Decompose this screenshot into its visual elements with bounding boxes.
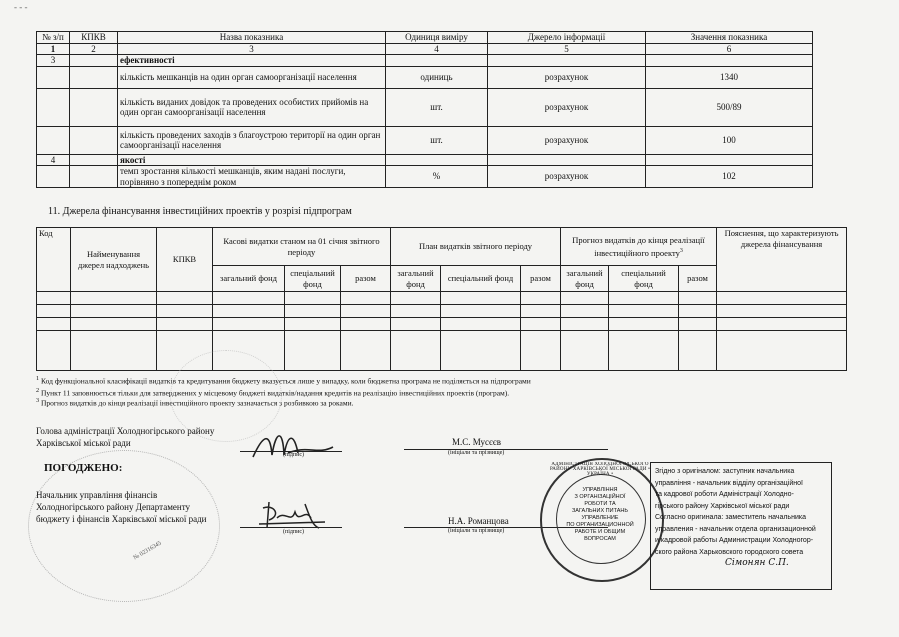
header-value: Значення показника — [646, 32, 813, 44]
col-num: 4 — [386, 43, 488, 55]
sub-total: разом — [679, 266, 717, 292]
row-source: розрахунок — [488, 88, 646, 126]
row-value — [646, 55, 813, 67]
role-line: Харківської міської ради — [36, 438, 131, 448]
footnote-mark: 3 — [36, 397, 40, 404]
header-plan-expenses: План видатків звітного періоду — [391, 228, 561, 266]
table-row — [37, 331, 847, 371]
row-unit — [386, 154, 488, 166]
row-kpkv — [70, 166, 118, 188]
row-unit: одиниць — [386, 66, 488, 88]
seal-code: № 02316345 — [132, 540, 163, 562]
col-num: 2 — [70, 43, 118, 55]
row-no — [37, 166, 70, 188]
row-kpkv — [70, 88, 118, 126]
certification-line: Згідно з оригіналом: заступник начальника — [655, 468, 795, 475]
seal-ring-text: АДМІНІСТРАЦІЯ ХОЛОДНОГІРСЬКОГО РАЙОНУ ХАРКІВСЬКОЇ МІСЬКОЇ РАДИ • УКРАЇНА • — [549, 462, 651, 477]
header-source: Джерело інформації — [488, 32, 646, 44]
certification-line: Согласно оригинала: заместитель начальника — [655, 514, 806, 521]
header-notes: Пояснення, що характеризують джерела фінансування — [717, 228, 847, 292]
copy-certification-box — [650, 462, 832, 590]
row-no — [37, 88, 70, 126]
funding-header-row — [37, 228, 847, 266]
signatory-1-role — [36, 425, 214, 449]
row-name: кількість виданих довідок та проведених особистих прийомів на один орган самоорганізації населення — [118, 88, 386, 126]
top-scan-marks: ‑ ‑ ‑ — [14, 2, 28, 12]
header-kpkv: КПКВ — [157, 228, 213, 292]
sub-general-fund: загальний фонд — [391, 266, 441, 292]
certification-line: и кадровой работы Администрации Холодногор- — [655, 537, 814, 544]
signatory-2-role — [36, 489, 206, 525]
col-num: 1 — [37, 43, 70, 55]
row-source — [488, 154, 646, 166]
row-value: 500/89 — [646, 88, 813, 126]
indicators-header-row — [37, 32, 813, 44]
seal-line: РОБОТИ ТА — [584, 501, 616, 507]
name-caption-1: (ініціали та прізвище) — [448, 450, 505, 456]
sub-general-fund: загальний фонд — [213, 266, 285, 292]
row-kpkv — [70, 154, 118, 166]
name-line-1 — [404, 449, 608, 450]
certification-line: гірського району Харківської міської ради — [655, 502, 790, 510]
sub-special-fund: спеціальний фонд — [609, 266, 679, 292]
row-source: розрахунок — [488, 126, 646, 154]
row-source: розрахунок — [488, 66, 646, 88]
footnote-ref: 3 — [679, 247, 683, 254]
signatory-1-name: М.С. Мусєєв — [452, 437, 502, 447]
row-source — [488, 55, 646, 67]
certification-line: ского района Харьковского городского совета — [655, 548, 804, 556]
row-kpkv — [70, 126, 118, 154]
certification-line: управління - начальник відділу організаційної — [655, 479, 803, 487]
footnote-mark: 1 — [36, 375, 40, 382]
row-kpkv — [70, 66, 118, 88]
row-no: 3 — [37, 55, 70, 67]
row-name: темп зростання кількості мешканців, яким надані послуги, порівняно з попереднім роком — [118, 166, 386, 188]
table-row — [37, 292, 847, 305]
header-no: № з/п — [37, 32, 70, 44]
role-line: Холодногірського району Департаменту — [36, 502, 191, 512]
footnote-text: Пункт 11 заповнюється тільки для затверджених у місцевому бюджеті видатків/надання кредитів на реалізацію інвестиційних проектів (програм). — [41, 388, 510, 398]
header-kpkv: КПКВ — [70, 32, 118, 44]
certification-line: та кадрової роботи Адміністрації Холодно- — [655, 491, 794, 498]
seal-center-text — [565, 487, 635, 543]
signatory-2-name: Н.А. Романцова — [448, 516, 509, 526]
section-11-title: 11. Джерела фінансування інвестиційних проектів у розрізі підпрограм — [48, 206, 352, 217]
row-unit: % — [386, 166, 488, 188]
row-unit: шт. — [386, 88, 488, 126]
row-no — [37, 66, 70, 88]
role-line: бюджету і фінансів Харківської міської ради — [36, 514, 207, 524]
agreed-label: ПОГОДЖЕНО: — [44, 462, 123, 474]
col-num: 5 — [488, 43, 646, 55]
indicators-table — [36, 31, 813, 188]
table-row — [37, 305, 847, 318]
table-row — [37, 318, 847, 331]
header-code: Код — [37, 228, 71, 292]
funding-sources-table — [36, 227, 847, 371]
table-row — [37, 166, 813, 188]
sub-general-fund: загальний фонд — [561, 266, 609, 292]
sub-total: разом — [521, 266, 561, 292]
row-no: 4 — [37, 154, 70, 166]
certification-line: управления - начальник отдела организационной — [655, 525, 816, 533]
seal-line: УПРАВЛІННЯ — [582, 487, 618, 493]
seal-line: З ОРГАНІЗАЦІЙНОЇ — [574, 494, 626, 500]
signature-caption-1: (підпис) — [283, 452, 305, 458]
row-unit: шт. — [386, 126, 488, 154]
seal-line: ЗАГАЛЬНИХ ПИТАНЬ — [571, 508, 629, 514]
row-value: 1340 — [646, 66, 813, 88]
row-source: розрахунок — [488, 166, 646, 188]
column-numbers-row — [37, 43, 813, 55]
header-unit: Одиниця виміру — [386, 32, 488, 44]
header-forecast-expenses — [561, 228, 717, 266]
footnote-text: Код функціональної класифікації видатків та кредитування бюджету вказується лише у випадку, коли бюджетна програма не поділяється на підпрограми — [41, 376, 531, 386]
seal-line: РАБОТЕ И ОБЩИМ — [574, 529, 626, 535]
row-name: кількість мешканців на один орган самоорганізації населення — [118, 66, 386, 88]
role-line: Голова адміністрації Холодногірського району — [36, 426, 215, 436]
header-indicator-name: Назва показника — [118, 32, 386, 44]
table-row — [37, 88, 813, 126]
table-row — [37, 154, 813, 166]
sub-special-fund: спеціальний фонд — [285, 266, 341, 292]
signature-caption-2: (підпис) — [283, 529, 305, 535]
signature-1-icon — [248, 425, 338, 465]
footnote-text: Прогноз видатків до кінця реалізації інвестиційного проекту зазначається з розбивкою за роками. — [41, 398, 354, 408]
table-row — [37, 126, 813, 154]
col-num: 6 — [646, 43, 813, 55]
certification-signature: Сімонян С.П. — [725, 558, 789, 568]
row-value: 102 — [646, 166, 813, 188]
seal-line: ВОПРОСАМ — [584, 536, 616, 542]
sub-special-fund: спеціальний фонд — [441, 266, 521, 292]
forecast-label: Прогноз видатків до кінця реалізації інвестиційного проекту — [572, 235, 705, 258]
table-row — [37, 66, 813, 88]
row-value: 100 — [646, 126, 813, 154]
section-name: ефективності — [118, 55, 386, 67]
row-no — [37, 126, 70, 154]
header-source-name: Найменування джерел надходжень — [71, 228, 157, 292]
footnote-mark: 2 — [36, 387, 40, 394]
role-line: Начальник управління фінансів — [36, 490, 158, 500]
row-unit — [386, 55, 488, 67]
seal-line: ПО ОРГАНИЗАЦИОННОЙ — [566, 522, 634, 528]
name-caption-2: (ініціали та прізвище) — [448, 528, 505, 534]
seal-line: УПРАВЛЕНИЕ — [581, 515, 619, 521]
table-row — [37, 55, 813, 67]
sub-total: разом — [341, 266, 391, 292]
row-name: кількість проведених заходів з благоустрою території на один орган самоорганізації населення — [118, 126, 386, 154]
header-cash-expenses: Касові видатки станом на 01 січня звітного періоду — [213, 228, 391, 266]
row-kpkv — [70, 55, 118, 67]
row-value — [646, 154, 813, 166]
col-num: 3 — [118, 43, 386, 55]
signature-2-icon — [255, 498, 335, 534]
section-name: якості — [118, 154, 386, 166]
